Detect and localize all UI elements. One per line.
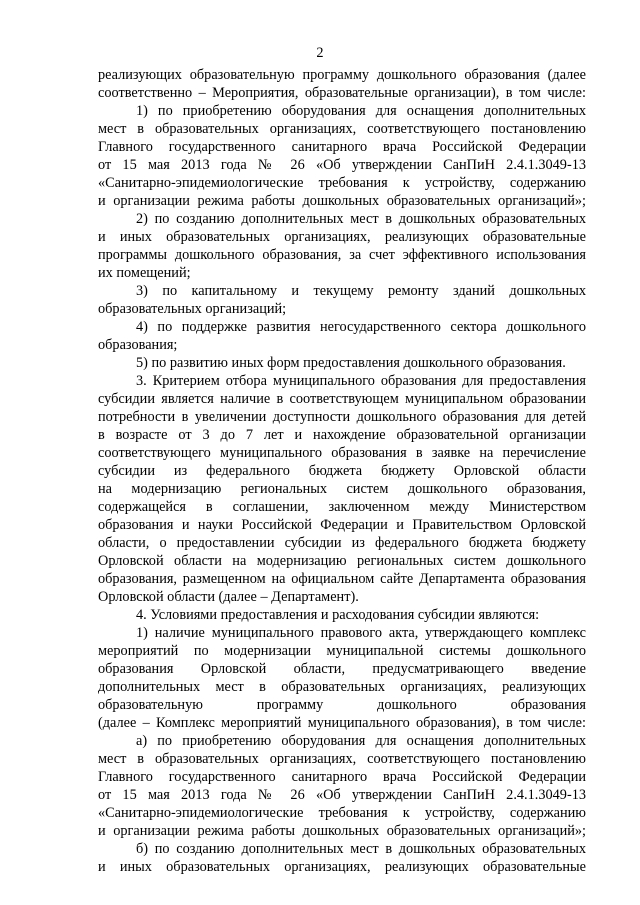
text-line: б) по созданию дополнительных мест в дошкольных образовательных — [136, 841, 586, 857]
text-line: и организации режима работы дошкольных образовательных организаций»; — [98, 193, 586, 209]
text-line: соответственно – Мероприятия, образовательные организации), в том числе: — [98, 85, 586, 101]
text-line: и организации режима работы дошкольных образовательных организаций»; — [98, 823, 586, 839]
text-line: Орловской области на модернизацию региональных систем дошкольного — [98, 553, 586, 569]
text-line: от 15 мая 2013 года № 26 «Об утверждении СанПиН 2.4.1.3049-13 — [98, 157, 586, 173]
text-line: мест в образовательных организациях, соответствующего постановлению — [98, 751, 586, 767]
text-line: реализующих образовательную программу дошкольного образования (далее — [98, 67, 586, 83]
text-line: а) по приобретению оборудования для оснащения дополнительных — [136, 733, 586, 749]
text-line: Главного государственного санитарного врача Российской Федерации — [98, 769, 586, 785]
text-line: соответствующего муниципального образования в заявке на перечисление — [98, 445, 586, 461]
text-line: 4) по поддержке развития негосударственного сектора дошкольного — [136, 319, 586, 335]
text-line: образования, размещенном на официальном сайте Департамента образования — [98, 571, 586, 587]
text-line: 3) по капитальному и текущему ремонту зданий дошкольных — [136, 283, 586, 299]
text-line: «Санитарно-эпидемиологические требования к устройству, содержанию — [98, 805, 586, 821]
text-line: на модернизацию региональных систем дошкольного образования, — [98, 481, 586, 497]
text-line: мест в образовательных организациях, соответствующего постановлению — [98, 121, 586, 137]
text-line: потребности в увеличении доступности дошкольного образования для детей — [98, 409, 586, 425]
text-line: «Санитарно-эпидемиологические требования к устройству, содержанию — [98, 175, 586, 191]
text-line: образования и науки Российской Федерации и Правительством Орловской — [98, 517, 586, 533]
text-line: образования; — [98, 337, 178, 353]
text-line: их помещений; — [98, 265, 191, 281]
text-line: мероприятий по модернизации муниципальной системы дошкольного — [98, 643, 586, 659]
document-body — [98, 66, 586, 876]
text-line: образовательную программу дошкольного образования — [98, 697, 586, 713]
text-line: и иных образовательных организациях, реализующих образовательные — [98, 229, 586, 245]
text-line: Орловской области (далее – Департамент). — [98, 589, 359, 605]
text-line: 2) по созданию дополнительных мест в дошкольных образовательных — [136, 211, 586, 227]
text-line: области, о предоставлении субсидии из федерального бюджета бюджету — [98, 535, 586, 551]
text-line: 4. Условиями предоставления и расходования субсидии являются: — [136, 607, 540, 623]
text-line: дополнительных мест в образовательных организациях, реализующих — [98, 679, 586, 695]
text-line: программы дошкольного образования, за счет эффективного использования — [98, 247, 586, 263]
text-line: образовательных организаций; — [98, 301, 287, 317]
page-number: 2 — [316, 45, 324, 61]
text-line: в возрасте от 3 до 7 лет и нахождение образовательной организации — [98, 427, 586, 443]
text-line: Главного государственного санитарного врача Российской Федерации — [98, 139, 586, 155]
text-line: 5) по развитию иных форм предоставления дошкольного образования. — [136, 355, 566, 371]
text-line: субсидии является наличие в соответствующем муниципальном образовании — [98, 391, 586, 407]
text-line: 3. Критерием отбора муниципального образования для предоставления — [136, 373, 586, 389]
text-line: от 15 мая 2013 года № 26 «Об утверждении СанПиН 2.4.1.3049-13 — [98, 787, 586, 803]
text-line: субсидии из федерального бюджета бюджету Орловской области — [98, 463, 586, 479]
text-line: 1) наличие муниципального правового акта, утверждающего комплекс — [136, 625, 586, 641]
text-line: 1) по приобретению оборудования для оснащения дополнительных — [136, 103, 586, 119]
text-line: (далее – Комплекс мероприятий муниципального образования), в том числе: — [98, 715, 586, 731]
text-line: и иных образовательных организациях, реализующих образовательные — [98, 859, 586, 875]
text-line: образования Орловской области, предусматривающего введение — [98, 661, 586, 677]
text-line: содержащейся в соглашении, заключенном между Министерством — [98, 499, 586, 515]
